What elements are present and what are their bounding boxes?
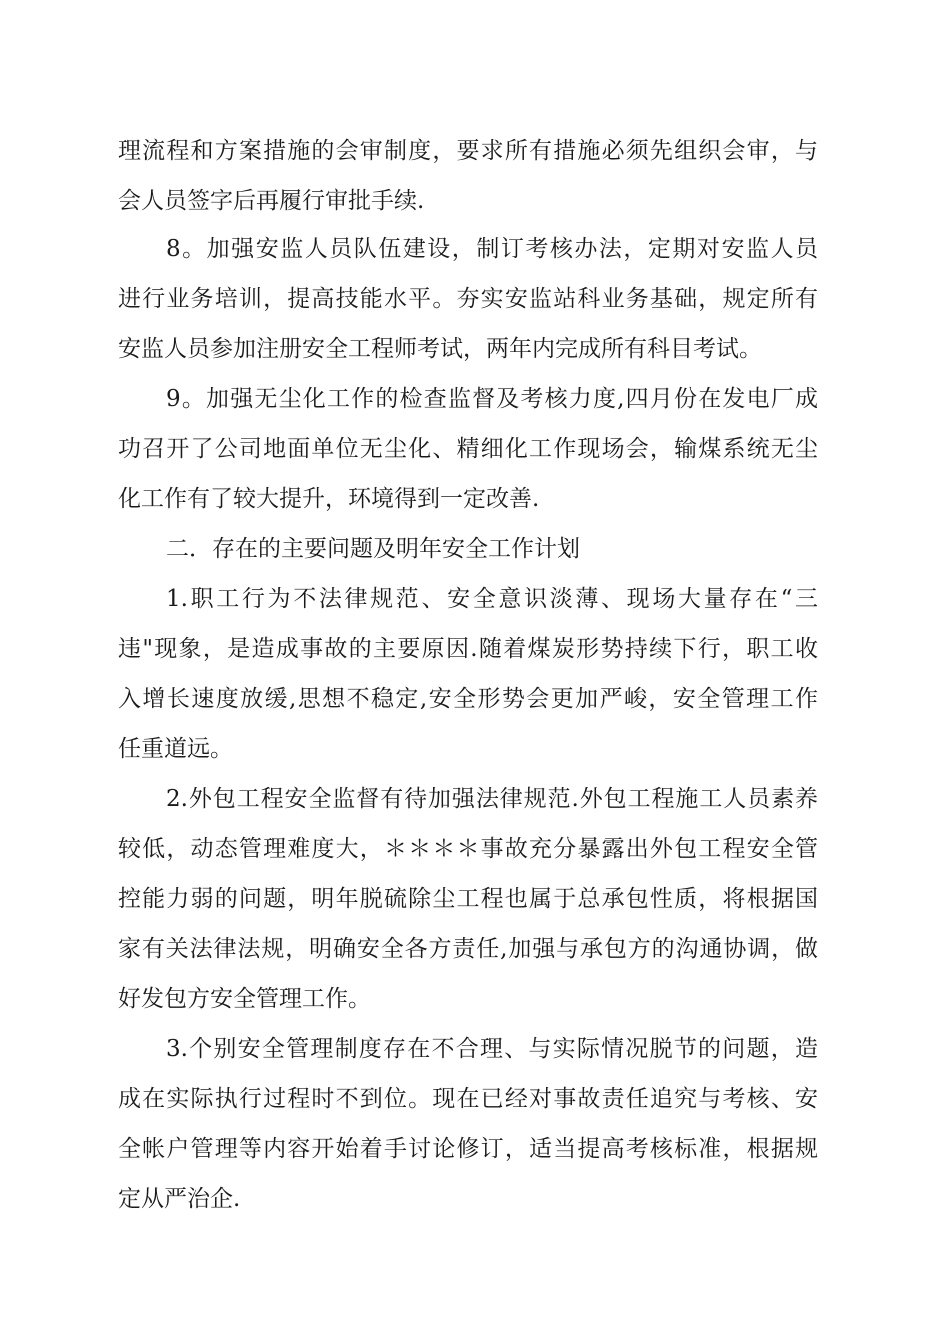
section-heading: 二．存在的主要问题及明年安全工作计划 xyxy=(166,536,580,562)
text-line: 3.个别安全管理制度存在不合理、与实际情况脱节的问题，造 xyxy=(166,1036,818,1062)
text-line: 会人员签字后再履行审批手续. xyxy=(118,188,425,214)
text-line: 2.外包工程安全监督有待加强法律规范.外包工程施工人员素养 xyxy=(166,786,818,812)
text-line: 家有关法律法规，明确安全各方责任,加强与承包方的沟通协调，做 xyxy=(118,936,818,962)
text-line: 安监人员参加注册安全工程师考试，两年内完成所有科目考试。 xyxy=(118,336,762,362)
text-line: 任重道远。 xyxy=(118,736,233,762)
text-line: 进行业务培训，提高技能水平。夯实安监站科业务基础，规定所有 xyxy=(118,286,818,312)
text-line: 1.职工行为不法律规范、安全意识淡薄、现场大量存在“三 xyxy=(166,586,818,612)
text-line: 好发包方安全管理工作。 xyxy=(118,986,371,1012)
text-line: 违"现象，是造成事故的主要原因.随着煤炭形势持续下行，职工收 xyxy=(118,636,818,662)
text-line: 理流程和方案措施的会审制度，要求所有措施必须先组织会审，与 xyxy=(118,138,818,164)
text-line: 较低，动态管理难度大，＊＊＊＊事故充分暴露出外包工程安全管 xyxy=(118,836,818,862)
text-line: 全帐户管理等内容开始着手讨论修订，适当提高考核标准，根据规 xyxy=(118,1136,818,1162)
text-line: 功召开了公司地面单位无尘化、精细化工作现场会，输煤系统无尘 xyxy=(118,436,818,462)
text-line: 入增长速度放缓,思想不稳定,安全形势会更加严峻，安全管理工作 xyxy=(118,686,818,712)
text-line: 定从严治企. xyxy=(118,1186,241,1212)
text-line: 成在实际执行过程时不到位。现在已经对事故责任追究与考核、安 xyxy=(118,1086,818,1112)
text-line: 控能力弱的问题，明年脱硫除尘工程也属于总承包性质，将根据国 xyxy=(118,886,818,912)
text-line: 化工作有了较大提升，环境得到一定改善. xyxy=(118,486,540,512)
text-line: 8。加强安监人员队伍建设，制订考核办法，定期对安监人员 xyxy=(166,236,818,262)
text-line: 9。加强无尘化工作的检查监督及考核力度,四月份在发电厂成 xyxy=(166,386,818,412)
